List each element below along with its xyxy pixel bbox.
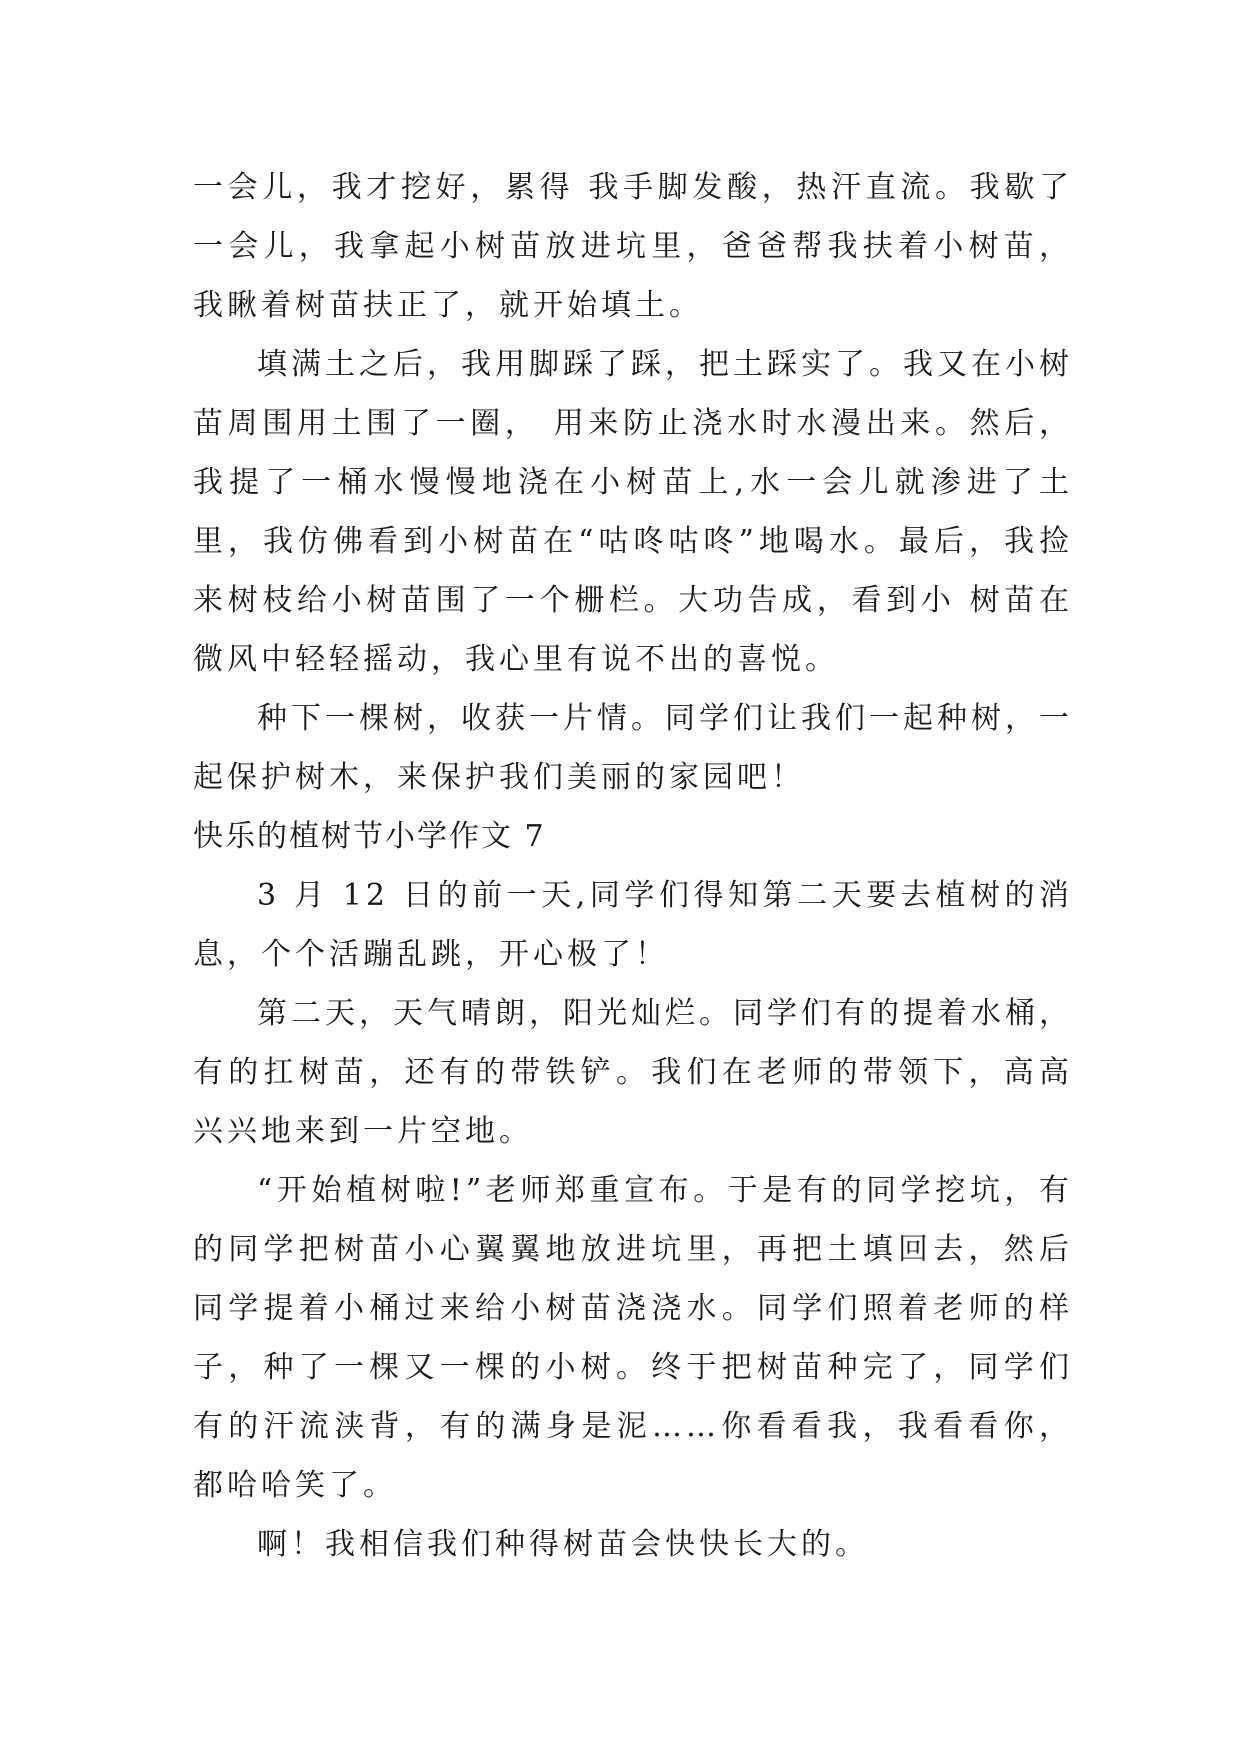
paragraph-5: 第二天，天气晴朗，阳光灿烂。同学们有的提着水桶，有的扛树苗，还有的带铁铲。我们在老师的带领下，高高兴兴地来到一片空地。: [193, 996, 1073, 1149]
paragraph-7: 啊！我相信我们种得树苗会快快长大的。: [257, 1527, 869, 1562]
paragraph-2: 填满土之后，我用脚踩了踩，把土踩实了。我又在小树苗周围用土围了一圈， 用来防止浇水时水漫出来。然后，我提了一桶水慢慢地浇在小树苗上,水一会儿就渗进了土里，我仿佛看到小树苗在“咕咚咕咚”地喝水。最后，我捡来树枝给小树苗围了一个栅栏。大功告成，看到小 树苗在微风中轻轻摇动，我心里有说不出的喜悦。: [193, 347, 1073, 677]
paragraph-3: 种下一棵树，收获一片情。同学们让我们一起种树，一起保护树木，来保护我们美丽的家园吧！: [193, 701, 1073, 795]
paragraph-6: “开始植树啦!”老师郑重宣布。于是有的同学挖坑，有的同学把树苗小心翼翼地放进坑里，再把土填回去，然后同学提着小桶过来给小树苗浇浇水。同学们照着老师的样子，种了一棵又一棵的小树。终于把树苗种完了，同学们有的汗流浃背，有的满身是泥……你看看我，我看看你，都哈哈笑了。: [193, 1173, 1073, 1503]
document-body: [193, 158, 1073, 1574]
paragraph-1: 一会儿，我才挖好，累得 我手脚发酸，热汗直流。我歇了一会儿，我拿起小树苗放进坑里，爸爸帮我扶着小树苗，我瞅着树苗扶正了，就开始填土。: [193, 170, 1073, 323]
section-heading: 快乐的植树节小学作文 7: [193, 819, 546, 854]
paragraph-4: 3 月 12 日的前一天,同学们得知第二天要去植树的消息，个个活蹦乱跳，开心极了！: [193, 878, 1073, 972]
